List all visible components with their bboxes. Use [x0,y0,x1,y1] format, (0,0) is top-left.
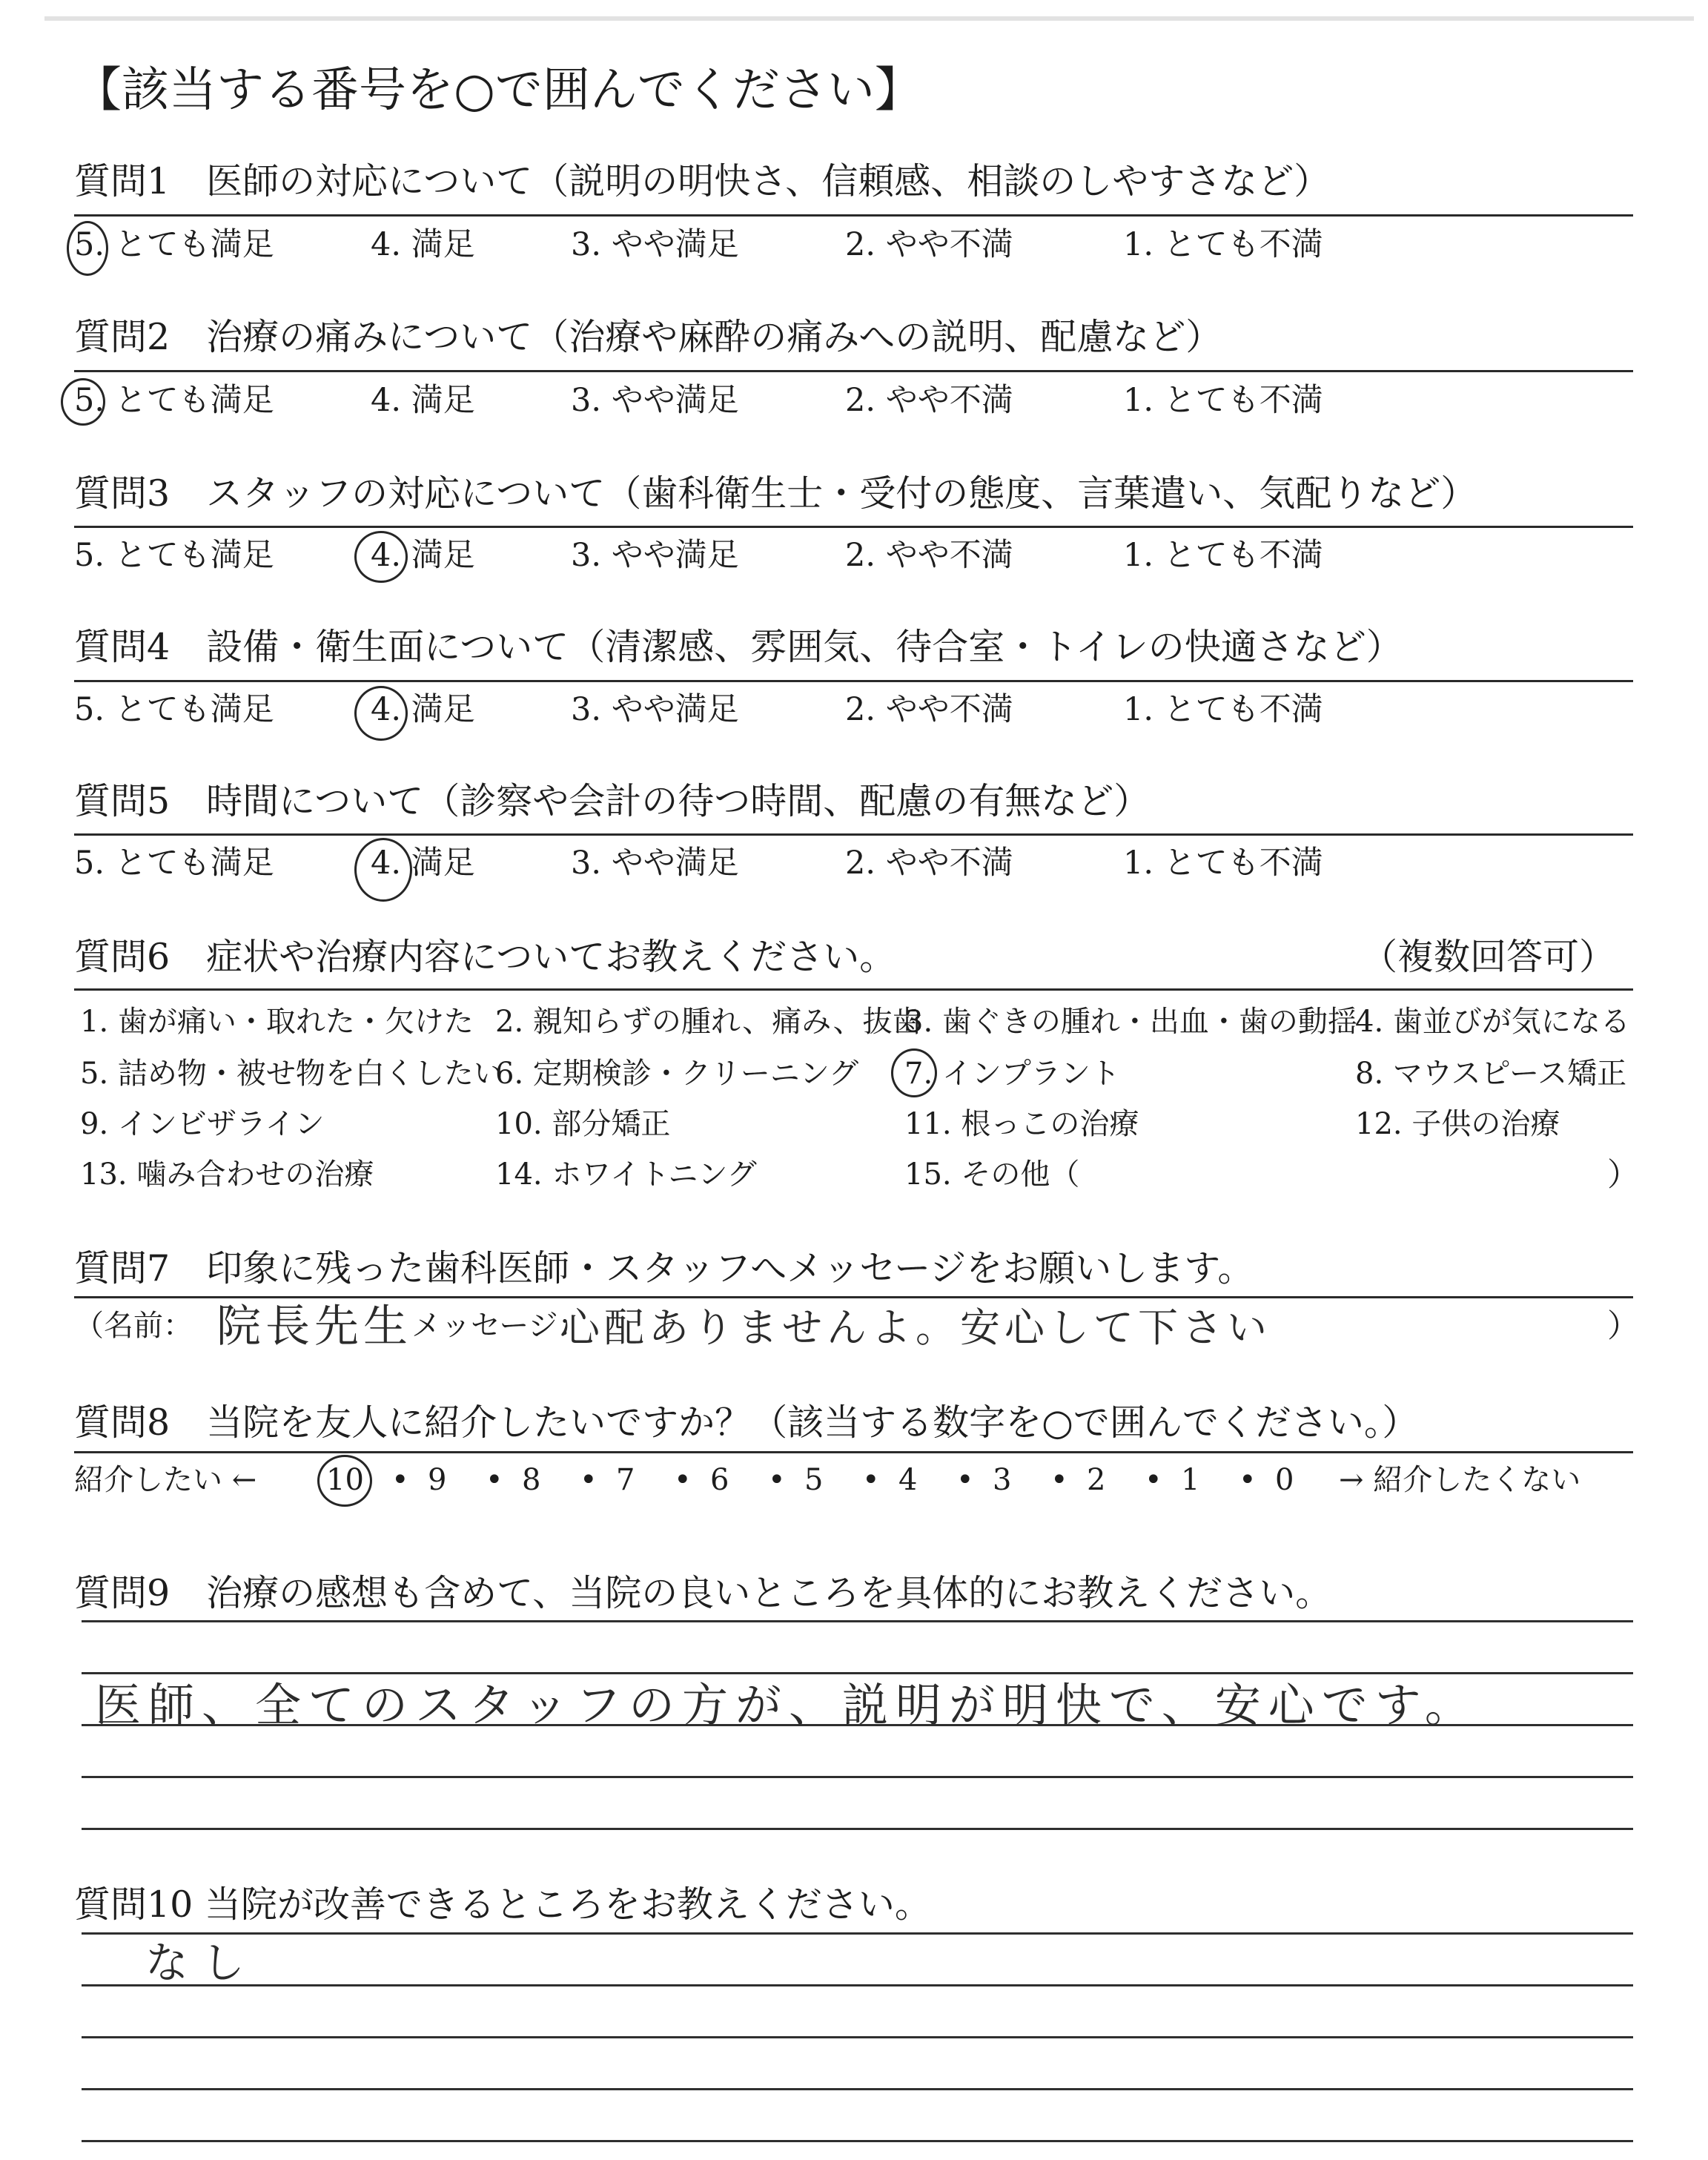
q4-option-5[interactable]: 5. とても満足 [74,691,274,728]
q8-scale-4[interactable]: 4 [898,1463,918,1497]
q10-writing-line-3 [82,2036,1633,2038]
q8-selection-circle [317,1455,372,1507]
q8-scale-separator: • [674,1463,692,1497]
q1-option-3[interactable]: 3. やや満足 [571,226,739,263]
q6-option-12[interactable]: 12. 子供の治療 [1355,1107,1560,1141]
q9-writing-line-5 [82,1828,1633,1830]
q6-other-close-paren: ） [1607,1157,1639,1194]
q10-answer-handwriting: なし [145,1938,259,1988]
q8-scale-separator: • [391,1463,409,1497]
q6-selection-circle [891,1048,937,1097]
q7-close-paren: ） [1607,1308,1639,1345]
question-3-rule [74,526,1633,528]
q8-scale-0[interactable]: 0 [1275,1463,1294,1497]
q8-scale-3[interactable]: 3 [993,1463,1012,1497]
q3-selection-circle [354,531,408,583]
q6-option-14[interactable]: 14. ホワイトニング [495,1157,757,1192]
q4-option-2[interactable]: 2. やや不満 [845,691,1013,728]
question-2-title: 質問2 治療の痛みについて（治療や麻酔の痛みへの説明、配慮など） [74,316,1222,358]
question-8-rule [74,1451,1633,1453]
q2-option-5[interactable]: 5. とても満足 [74,382,274,419]
q2-option-1[interactable]: 1. とても不満 [1123,382,1323,419]
q8-scale-6[interactable]: 6 [710,1463,729,1497]
q9-answer-handwriting: 医師、全てのスタッフの方が、説明が明快で、安心です。 [95,1678,1478,1732]
q5-option-3[interactable]: 3. やや満足 [571,845,739,882]
q8-scale-separator: • [1050,1463,1068,1497]
q6-option-1[interactable]: 1. 歯が痛い・取れた・欠けた [80,1005,474,1039]
question-7-rule [74,1296,1633,1298]
q8-scale-separator: • [956,1463,974,1497]
q9-writing-line-4 [82,1776,1633,1778]
q6-option-9[interactable]: 9. インビザライン [80,1107,325,1141]
q1-option-2[interactable]: 2. やや不満 [845,226,1013,263]
q10-writing-line-2 [82,1984,1633,1986]
q1-option-1[interactable]: 1. とても不満 [1123,226,1323,263]
q1-option-5[interactable]: 5. とても満足 [74,226,274,263]
q8-scale-7[interactable]: 7 [616,1463,635,1497]
q8-scale-10[interactable]: 10 [326,1463,364,1497]
top-border [44,16,1694,21]
question-6-title: 質問6 症状や治療内容についてお教えください。 [74,936,896,978]
q7-message-label: メッセージ： [411,1309,588,1343]
q7-name-handwriting: 院長先生 [216,1301,412,1353]
question-1-title: 質問1 医師の対応について（説明の明快さ、信頼感、相談のしやすさなど） [74,160,1331,202]
q8-scale-8[interactable]: 8 [522,1463,541,1497]
q6-option-2[interactable]: 2. 親知らずの腫れ、痛み、抜歯 [495,1005,922,1039]
q3-option-2[interactable]: 2. やや不満 [845,537,1013,574]
q10-writing-line-5 [82,2140,1633,2142]
q5-option-2[interactable]: 2. やや不満 [845,845,1013,882]
q6-option-3[interactable]: 3. 歯ぐきの腫れ・出血・歯の動揺 [904,1005,1357,1039]
q9-writing-line-1 [82,1620,1633,1622]
q4-option-4[interactable]: 4. 満足 [371,691,475,728]
question-6-note: （複数回答可） [1361,936,1616,978]
q10-writing-line-1 [82,1932,1633,1935]
q10-writing-line-4 [82,2088,1633,2090]
q2-selection-circle [61,378,105,426]
question-8-title: 質問8 当院を友人に紹介したいですか？（該当する数字を○で囲んでください。） [74,1401,1419,1444]
q6-option-15[interactable]: 15. その他（ [904,1157,1080,1192]
q4-selection-circle [354,686,408,741]
q6-option-6[interactable]: 6. 定期検診・クリーニング [495,1057,859,1091]
question-9-title: 質問9 治療の感想も含めて、当院の良いところを具体的にお教えください。 [74,1572,1332,1614]
q2-option-4[interactable]: 4. 満足 [371,382,475,419]
q8-scale-separator: • [1239,1463,1257,1497]
q8-scale-separator: • [1145,1463,1162,1497]
q5-option-1[interactable]: 1. とても不満 [1123,845,1323,882]
q6-option-5[interactable]: 5. 詰め物・被せ物を白くしたい [80,1057,503,1091]
q6-option-4[interactable]: 4. 歯並びが気になる [1355,1005,1630,1039]
q6-option-10[interactable]: 10. 部分矯正 [495,1107,671,1141]
q2-option-3[interactable]: 3. やや満足 [571,382,739,419]
q5-option-5[interactable]: 5. とても満足 [74,845,274,882]
q8-right-label: → 紹介したくない [1339,1463,1581,1497]
q6-option-8[interactable]: 8. マウスピース矯正 [1355,1057,1627,1091]
q1-option-4[interactable]: 4. 満足 [371,226,475,263]
question-10-title: 質問10 当院が改善できるところをお教えください。 [74,1883,931,1926]
q3-option-4[interactable]: 4. 満足 [371,537,475,574]
question-5-title: 質問5 時間について（診察や会計の待つ時間、配慮の有無など） [74,780,1151,822]
q1-selection-circle [67,221,108,276]
question-4-title: 質問4 設備・衛生面について（清潔感、雰囲気、待合室・トイレの快適さなど） [74,626,1403,668]
question-4-rule [74,680,1633,682]
question-5-rule [74,833,1633,836]
q5-option-4[interactable]: 4. 満足 [371,845,475,882]
q3-option-1[interactable]: 1. とても不満 [1123,537,1323,574]
q7-name-label: （名前： [74,1309,193,1343]
question-7-title: 質問7 印象に残った歯科医師・スタッフへメッセージをお願いします。 [74,1247,1254,1289]
q9-writing-line-2 [82,1672,1633,1674]
q4-option-1[interactable]: 1. とても不満 [1123,691,1323,728]
question-1-rule [74,214,1633,217]
q8-scale-2[interactable]: 2 [1087,1463,1106,1497]
q6-option-11[interactable]: 11. 根っこの治療 [904,1107,1139,1141]
q6-option-13[interactable]: 13. 噛み合わせの治療 [80,1157,374,1192]
question-3-title: 質問3 スタッフの対応について（歯科衛生士・受付の態度、言葉遣い、気配りなど） [74,472,1477,515]
q6-option-7[interactable]: 7. インプラント [904,1057,1120,1091]
q8-scale-separator: • [486,1463,503,1497]
form-heading: 【該当する番号を○で囲んでください】 [74,63,922,118]
q8-scale-separator: • [862,1463,880,1497]
q7-message-handwriting: 心配ありませんよ。安心して下さい [560,1304,1271,1351]
q8-scale-5[interactable]: 5 [804,1463,824,1497]
q4-option-3[interactable]: 3. やや満足 [571,691,739,728]
question-2-rule [74,370,1633,372]
q8-scale-9[interactable]: 9 [428,1463,447,1497]
q8-left-label: 紹介したい ← [74,1463,257,1497]
q8-scale-1[interactable]: 1 [1181,1463,1200,1497]
q2-option-2[interactable]: 2. やや不満 [845,382,1013,419]
q8-scale-separator: • [768,1463,786,1497]
q8-scale-separator: • [580,1463,598,1497]
q5-selection-circle [354,838,412,902]
question-6-rule [74,988,1633,991]
q3-option-5[interactable]: 5. とても満足 [74,537,274,574]
q3-option-3[interactable]: 3. やや満足 [571,537,739,574]
